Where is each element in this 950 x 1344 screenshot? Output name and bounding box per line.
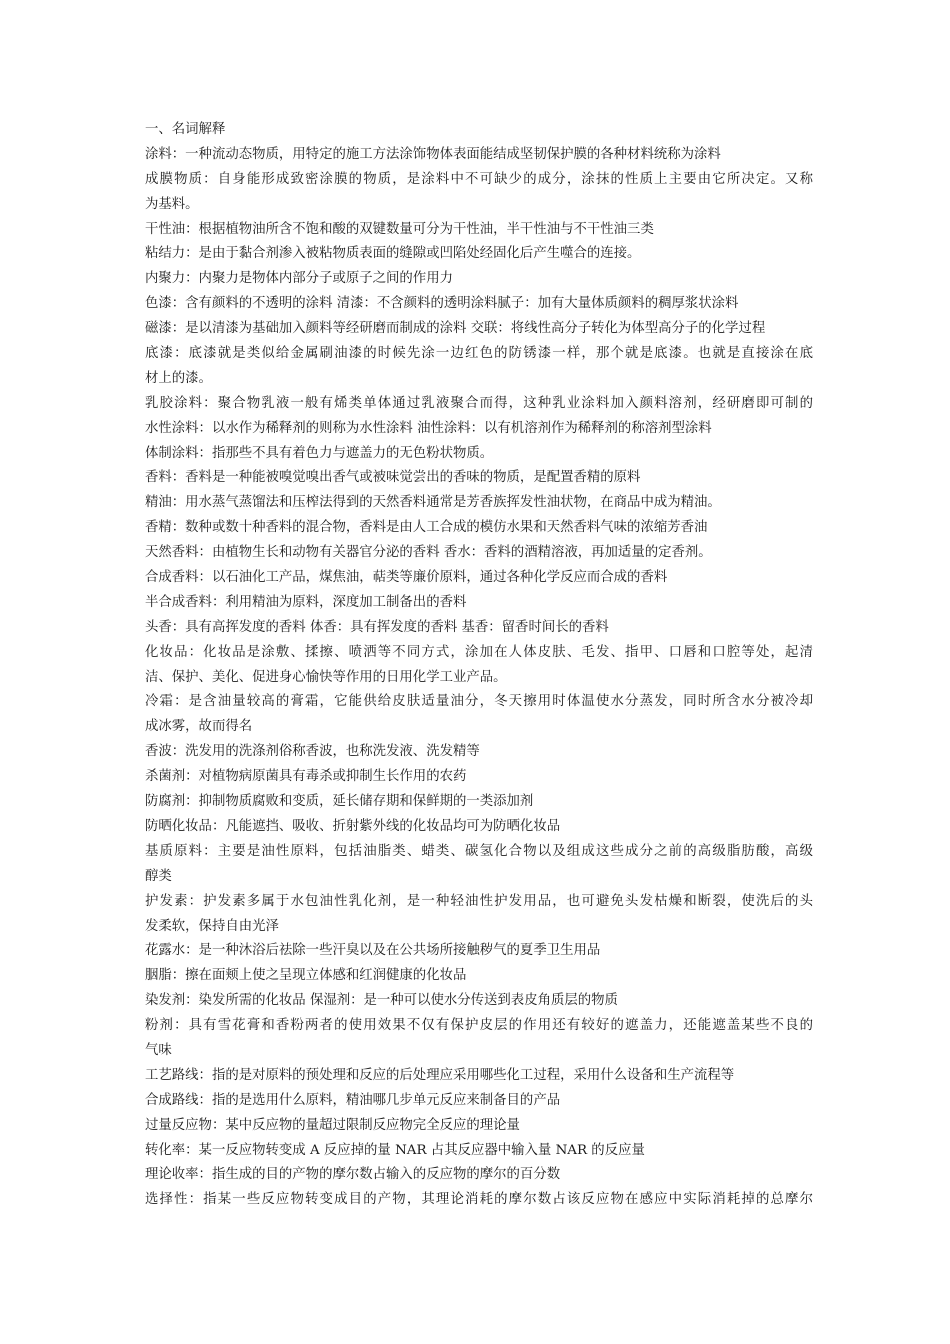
text-line: 防晒化妆品：凡能遮挡、吸收、折射紫外线的化妆品均可为防晒化妆品 <box>145 818 561 834</box>
text-line: 天然香料：由植物生长和动物有关器官分泌的香料 香水：香料的酒精溶液，再加适量的定香剂。 <box>145 545 712 561</box>
text-line: 水性涂料：以水作为稀释剂的则称为水性涂料 油性涂料：以有机溶剂作为稀释剂的称溶剂型涂料 <box>145 420 712 436</box>
text-line: 香精：数种或数十种香料的混合物，香料是由人工合成的模仿水果和天然香料气味的浓缩芳香油 <box>145 520 708 536</box>
text-line: 工艺路线：指的是对原料的预处理和反应的后处理应采用哪些化工过程，采用什么设备和生产流程等 <box>145 1067 735 1083</box>
text-line: 体制涂料：指那些不具有着色力与遮盖力的无色粉状物质。 <box>145 445 494 461</box>
text-line: 化妆品：化妆品是涂敷、揉擦、喷洒等不同方式，涂加在人体皮肤、毛发、指甲、口唇和口腔等处，起清 <box>145 644 813 660</box>
text-line: 选择性：指某一些反应物转变成目的产物，其理论消耗的摩尔数占该反应物在感应中实际消耗掉的总摩尔 <box>145 1192 813 1208</box>
text-line: 胭脂：擦在面颊上使之呈现立体感和红润健康的化妆品 <box>145 968 467 984</box>
text-line: 乳胶涂料：聚合物乳液一般有烯类单体通过乳液聚合而得，这种乳业涂料加入颜料溶剂，经研磨即可制的 <box>145 395 813 411</box>
text-line: 花露水：是一种沐浴后祛除一些汗臭以及在公共场所接触秽气的夏季卫生用品 <box>145 943 601 959</box>
section-heading: 一、名词解释 <box>145 122 226 137</box>
text-line: 精油：用水蒸气蒸馏法和压榨法得到的天然香料通常是芳香族挥发性油状物，在商品中成为精油。 <box>145 495 721 511</box>
text-line: 成冰雾，故而得名 <box>145 719 253 735</box>
text-line: 成膜物质：自身能形成致密涂膜的物质，是涂料中不可缺少的成分，涂抹的性质上主要由它所决定。又称 <box>145 171 813 187</box>
text-line: 理论收率：指生成的目的产物的摩尔数占输入的反应物的摩尔的百分数 <box>145 1167 561 1183</box>
text-line: 转化率：某一反应物转变成 A 反应掉的量 NAR 占其反应器中输入量 NAR 的反应量 <box>145 1142 645 1158</box>
text-line: 涂料：一种流动态物质，用特定的施工方法涂饰物体表面能结成坚韧保护膜的各种材料统称为涂料 <box>145 146 721 162</box>
text-line: 染发剂：染发所需的化妆品 保湿剂：是一种可以使水分传送到表皮角质层的物质 <box>145 993 618 1009</box>
text-line: 合成路线：指的是选用什么原料，精油哪几步单元反应来制备目的产品 <box>145 1092 561 1108</box>
text-line: 洁、保护、美化、促进身心愉快等作用的日用化学工业产品。 <box>145 669 507 685</box>
text-line: 杀菌剂：对植物病原菌具有毒杀或抑制生长作用的农药 <box>145 769 467 785</box>
text-line: 香料：香料是一种能被嗅觉嗅出香气或被味觉尝出的香味的物质，是配置香精的原料 <box>145 470 641 486</box>
text-line: 醇类 <box>145 868 172 884</box>
text-line: 香波：洗发用的洗涤剂俗称香波，也称洗发液、洗发精等 <box>145 744 480 760</box>
text-line: 底漆：底漆就是类似给金属刷油漆的时候先涂一边红色的防锈漆一样，那个就是底漆。也就是直接涂在底 <box>145 346 813 362</box>
text-line: 发柔软，保持自由光泽 <box>145 918 279 934</box>
text-line: 色漆：含有颜料的不透明的涂料 清漆：不含颜料的透明涂料腻子：加有大量体质颜料的稠厚浆状涂料 <box>145 296 739 312</box>
text-line: 材上的漆。 <box>145 370 212 386</box>
text-line: 气味 <box>145 1042 172 1058</box>
text-line: 过量反应物：某中反应物的量超过限制反应物完全反应的理论量 <box>145 1117 520 1133</box>
text-line: 粘结力：是由于黏合剂渗入被粘物质表面的缝隙或凹陷处经固化后产生噬合的连接。 <box>145 246 641 262</box>
text-line: 防腐剂：抑制物质腐败和变质，延长储存期和保鲜期的一类添加剂 <box>145 794 534 810</box>
text-line: 为基料。 <box>145 196 199 212</box>
text-line: 内聚力：内聚力是物体内部分子或原子之间的作用力 <box>145 271 453 287</box>
text-line: 磁漆：是以清漆为基础加入颜料等经研磨而制成的涂料 交联：将线性高分子转化为体型高分子的化学过程 <box>145 321 766 337</box>
text-line: 基质原料：主要是油性原料，包括油脂类、蜡类、碳氢化合物以及组成这些成分之前的高级脂肪酸，高级 <box>145 843 813 859</box>
text-line: 合成香料：以石油化工产品，煤焦油，萜类等廉价原料，通过各种化学反应而合成的香料 <box>145 570 668 586</box>
document-body <box>145 118 813 1213</box>
text-line: 干性油：根据植物油所含不饱和酸的双键数量可分为干性油，半干性油与不干性油三类 <box>145 221 654 237</box>
text-line: 护发素：护发素多属于水包油性乳化剂，是一种轻油性护发用品，也可避免头发枯燥和断裂，使洗后的头 <box>145 893 813 909</box>
text-line: 头香：具有高挥发度的香料 体香：具有挥发度的香料 基香：留香时间长的香料 <box>145 619 609 635</box>
text-line: 粉剂：具有雪花膏和香粉两者的使用效果不仅有保护皮层的作用还有较好的遮盖力，还能遮盖某些不良的 <box>145 1018 813 1034</box>
text-line: 冷霜：是含油量较高的膏霜，它能供给皮肤适量油分，冬天擦用时体温使水分蒸发，同时所含水分被冷却 <box>145 694 813 710</box>
text-line: 半合成香料：利用精油为原料，深度加工制备出的香料 <box>145 594 467 610</box>
